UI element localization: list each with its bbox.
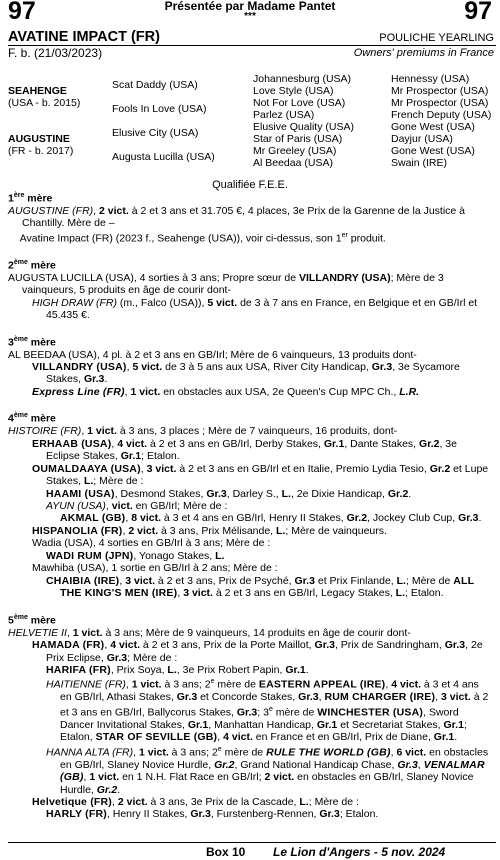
sire-info: (USA - b. 2015)	[8, 97, 81, 109]
pedigree-gen2: Fools In Love (USA)	[112, 103, 207, 115]
record-paragraph: HAITIENNE (FR), 1 vict. à 3 ans; 2e mère de EASTERN APPEAL (IRE), 4 vict. à 3 et 4 ans en GB/Irl, Athasi Stakes, Gr.3 et Concorde Stakes, Gr.3, RUM CHARGER (IRE), 3 vict. à 2 et 3 ans en GB/Irl, Ballycorus Stakes, Gr.3; 3e mère de WINCHESTER (USA), Sword Dancer Invitational Stakes, Gr.1, Manhattan Handicap, Gr.1 et Secretariat Stakes, Gr.1; Etalon, STAR OF SEVILLE (GB), 4 vict. en France et en GB/Irl, Prix de Diane, Gr.1.	[46, 678, 489, 744]
box-number: Box 10	[206, 845, 246, 859]
record-paragraph: AL BEEDAA (USA), 4 pl. à 2 et 3 ans en GB/Irl; Mère de 6 vainqueurs, 13 produits dont-	[8, 348, 417, 361]
pedigree-gen4: Dayjur (USA)	[391, 133, 453, 145]
spacer	[8, 245, 492, 257]
record-paragraph: AYUN (USA), vict. en GB/Irl; Mère de :	[46, 500, 228, 513]
spacer	[8, 398, 492, 410]
sire-name: SEAHENGE	[8, 85, 67, 97]
section-heading: 3ème mère	[8, 335, 56, 349]
record-paragraph: HANNA ALTA (FR), 1 vict. à 3 ans; 2e mère de RULE THE WORLD (GB), 6 vict. en obstacles en GB/Irl, Slaney Novice Hurdle, Gr.2, Grand National Handicap Chase, Gr.3, VENALMAR (GB), 1 vict. en 1 N.H. Flat Race en GB/Irl; 2 vict. en obstacles en GB/Irl, Slaney Novice Hurdle, Gr.2.	[46, 745, 489, 796]
pedigree-gen3: Love Style (USA)	[253, 85, 334, 97]
record-paragraph: Express Line (FR), 1 vict. en obstacles aux USA, 2e Queen's Cup MPC Ch., L.R.	[32, 385, 420, 398]
lot-number-right: 97	[464, 0, 492, 25]
pedigree-gen4: French Deputy (USA)	[391, 109, 492, 121]
record-paragraph: Mawhiba (USA), 1 sortie en GB/Irl à 2 ans; Mère de :	[32, 562, 278, 575]
pedigree-gen4: Gone West (USA)	[391, 145, 475, 157]
record-paragraph: HAMADA (FR), 4 vict. à 2 et 3 ans, Prix de la Porte Maillot, Gr.3, Prix de Sandringham, Gr.3, 2e Prix Eclipse, Gr.3; Mère de :	[32, 639, 483, 664]
section-heading: 5ème mère	[8, 613, 56, 627]
record-paragraph: Wadia (USA), 4 sorties en GB/Irl à 3 ans; Mère de :	[32, 537, 271, 550]
record-paragraph: VILLANDRY (USA), 5 vict. de 3 à 5 ans aux USA, River City Handicap, Gr.3, 3e Sycamore Stakes, Gr.3.	[32, 360, 460, 386]
record-paragraph: HISTOIRE (FR), 1 vict. à 3 ans, 3 places ; Mère de 7 vainqueurs, 16 produits, dont-	[8, 425, 398, 438]
presenter: Présentée par Madame Pantet	[164, 0, 336, 13]
record-paragraph: HIGH DRAW (FR) (m., Falco (USA)), 5 vict. de 3 à 7 ans en France, en Belgique et en GB/Irl et 45.435 €.	[32, 296, 478, 322]
spacer	[8, 322, 492, 334]
record-paragraph: AKMAL (GB), 8 vict. à 3 et 4 ans en GB/Irl, Henry II Stakes, Gr.2, Jockey Club Cup, Gr.3.	[60, 512, 482, 525]
pedigree-gen3: Mr Greeley (USA)	[253, 145, 337, 157]
record-paragraph: HARIFA (FR), Prix Soya, L., 3e Prix Robert Papin, Gr.1.	[46, 663, 309, 676]
dam-info: (FR - b. 2017)	[8, 145, 74, 157]
record-paragraph: HAAMI (USA), Desmond Stakes, Gr.3, Darley S., L., 2e Dixie Handicap, Gr.2.	[46, 487, 412, 500]
pedigree-gen3: Johannesburg (USA)	[253, 73, 352, 85]
pedigree-gen2: Augusta Lucilla (USA)	[112, 151, 215, 163]
section-heading: 4ème mère	[8, 412, 56, 425]
produce-record	[8, 190, 492, 821]
record-paragraph: Avatine Impact (FR) (2023 f., Seahenge (USA)), voir ci-dessus, son 1er produit.	[8, 231, 386, 245]
pedigree-gen2: Scat Daddy (USA)	[112, 79, 198, 91]
horse-category: POULICHE YEARLING	[379, 32, 494, 44]
horse-details: F. b. (21/03/2023)	[8, 46, 103, 60]
pedigree-gen4: Mr Prospector (USA)	[391, 97, 489, 109]
spacer	[8, 600, 492, 612]
pedigree-gen2: Elusive City (USA)	[112, 127, 199, 139]
record-paragraph: ERHAAB (USA), 4 vict. à 2 et 3 ans en GB/Irl, Derby Stakes, Gr.1, Dante Stakes, Gr.2, 3e Eclipse Stakes, Gr.1; Etalon.	[32, 437, 457, 463]
record-paragraph: AUGUSTINE (FR), 2 vict. à 2 et 3 ans et 31.705 €, 4 places, 3e Prix de la Garenne de la Justice à Chantilly. Mère de –	[8, 204, 466, 230]
pedigree-gen3: Not For Love (USA)	[253, 97, 346, 109]
record-paragraph: CHAIBIA (IRE), 3 vict. à 2 et 3 ans, Prix de Psyché, Gr.3 et Prix Finlande, L.; Mère de ALL THE KING'S MEN (IRE), 3 vict. à 2 et 3 ans en GB/Irl, Legacy Stakes, L.; Etalon.	[46, 574, 475, 600]
record-paragraph: Helvetique (FR), 2 vict. à 3 ans, 3e Prix de la Cascade, L.; Mère de :	[32, 795, 359, 808]
section-heading: 1ère mère	[8, 192, 53, 205]
stars: ***	[244, 11, 256, 22]
pedigree-gen4: Gone West (USA)	[391, 121, 475, 133]
dam-name: AUGUSTINE	[8, 133, 70, 145]
record-paragraph: HARLY (FR), Henry II Stakes, Gr.3, Furstenberg-Rennen, Gr.3; Etalon.	[46, 808, 379, 821]
sale-event: Le Lion d'Angers - 5 nov. 2024	[273, 845, 446, 859]
footer-rule	[8, 842, 496, 843]
pedigree-gen3: Parlez (USA)	[253, 109, 315, 121]
pedigree-gen3: Star of Paris (USA)	[253, 133, 343, 145]
record-paragraph: HELVETIE II, 1 vict. à 3 ans; Mère de 9 vainqueurs, 14 produits en âge de courir dont-	[8, 626, 411, 639]
pedigree-gen4: Swain (IRE)	[391, 157, 448, 169]
pedigree-gen4: Mr Prospector (USA)	[391, 85, 489, 97]
lot-number-left: 97	[8, 0, 36, 25]
pedigree-gen3: Al Beedaa (USA)	[253, 157, 333, 169]
record-paragraph: HISPANOLIA (FR), 2 vict. à 3 ans, Prix Mélisande, L.; Mère de vainqueurs.	[32, 524, 387, 537]
qualification: Qualifiée F.E.E.	[212, 179, 288, 191]
horse-name: AVATINE IMPACT (FR)	[8, 29, 160, 45]
record-paragraph: OUMALDAAYA (USA), 3 vict. à 2 et 3 ans en GB/Irl et en Italie, Premio Lydia Tesio, Gr.2 et Lupe Stakes, L.; Mère de :	[32, 462, 489, 488]
record-paragraph: WADI RUM (JPN), Yonago Stakes, L.	[46, 549, 225, 562]
record-paragraph: AUGUSTA LUCILLA (USA), 4 sorties à 3 ans; Propre sœur de VILLANDRY (USA); Mère de 3 vainqueurs, 5 produits en âge de courir dont-	[8, 271, 444, 297]
owners-premiums: Owners' premiums in France	[353, 47, 494, 59]
section-heading: 2ème mère	[8, 258, 56, 272]
pedigree-gen3: Elusive Quality (USA)	[253, 121, 354, 133]
pedigree-gen4: Hennessy (USA)	[391, 73, 470, 85]
